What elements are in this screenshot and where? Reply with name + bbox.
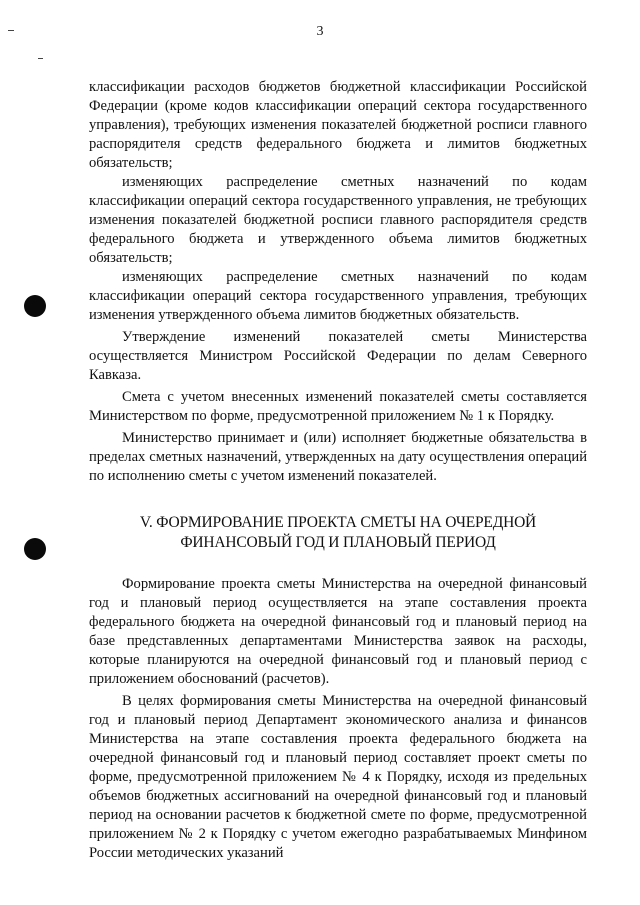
page-number: 3 [316, 24, 324, 39]
punch-hole-top [24, 295, 46, 317]
paragraph: Министерство принимает и (или) исполняет бюджетные обязательства в пределах сметных назначений, утвержденных на дату осуществления операций по исполнению сметы с учетом изменений показателей. [89, 430, 587, 484]
scan-mark [38, 58, 43, 59]
document-body [89, 78, 587, 863]
section-heading [89, 513, 587, 553]
paragraph: Утверждение изменений показателей сметы Министерства осуществляется Министром Российской Федерации по делам Северного Кавказа. [89, 329, 587, 383]
punch-hole-bottom [24, 538, 46, 560]
section-heading-line-2: ФИНАНСОВЫЙ ГОД И ПЛАНОВЫЙ ПЕРИОД [180, 534, 496, 551]
paragraph: изменяющих распределение сметных назначений по кодам классификации операций сектора государственного управления, не требующих изменения показателей бюджетной росписи главного распорядителя средств федерального бюджета и утвержденного объема лимитов бюджетных обязательств; [89, 174, 587, 266]
paragraph: Формирование проекта сметы Министерства на очередной финансовый год и плановый период осуществляется на этапе составления проекта федерального бюджета на очередной финансовый год и плановый период на базе представленных департаментами Министерства заявок на расходы, которые планируются на очередной финансовый год и плановый период с приложением обоснований (расчетов). [89, 576, 587, 687]
section-heading-line-1: V. ФОРМИРОВАНИЕ ПРОЕКТА СМЕТЫ НА ОЧЕРЕДНОЙ [139, 514, 537, 531]
paragraph: В целях формирования сметы Министерства на очередной финансовый год и плановый период Департамент экономического анализа и финансов Министерства на этапе составления проекта федерального бюджета на очередной финансовый год и плановый период составляет проект сметы по форме, предусмотренной приложением № 4 к Порядку, исходя из предельных объемов бюджетных ассигнований на очередной финансовый год и плановый период на основании расчетов к бюджетной смете по форме, предусмотренной приложением № 2 к Порядку с учетом ежегодно разрабатываемых Минфином России методических указаний [89, 693, 587, 861]
paragraph: изменяющих распределение сметных назначений по кодам классификации операций сектора государственного управления, требующих изменения утвержденного объема лимитов бюджетных обязательств. [89, 269, 587, 323]
paragraph: Смета с учетом внесенных изменений показателей сметы составляется Министерством по форме, предусмотренной приложением № 1 к Порядку. [89, 389, 587, 424]
paragraph: классификации расходов бюджетов бюджетной классификации Российской Федерации (кроме кодов классификации операций сектора государственного управления), требующих изменения показателей бюджетной росписи главного распорядителя средств федерального бюджета и лимитов бюджетных обязательств; [89, 79, 587, 171]
